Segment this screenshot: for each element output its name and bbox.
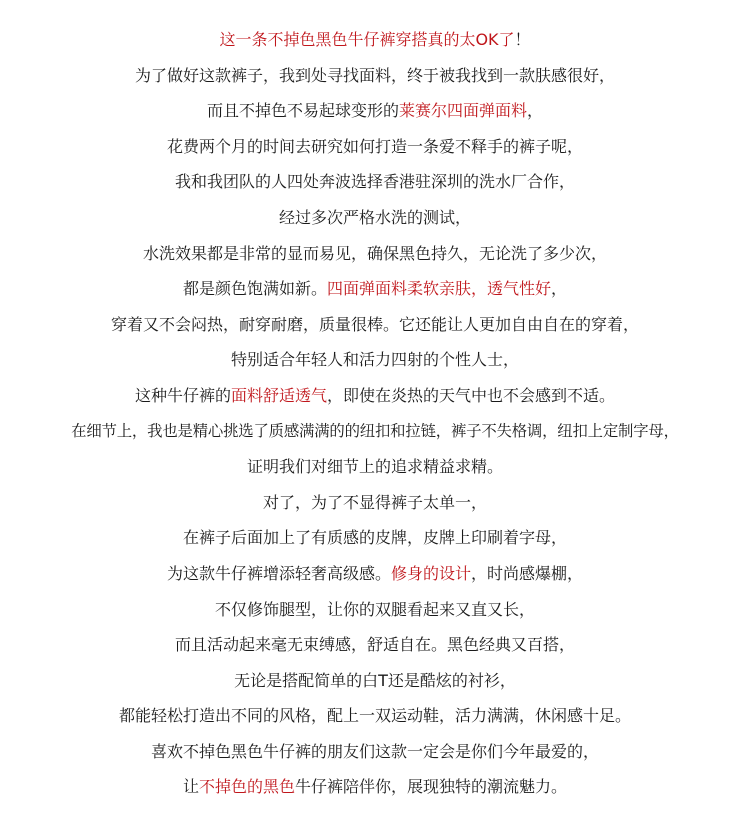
body-text: 都是颜色饱满如新。 [182, 279, 327, 299]
paragraph-line [0, 556, 750, 592]
paragraph-line [0, 449, 750, 485]
highlighted-text: 面料舒适透气 [230, 385, 327, 405]
body-text: 而且不掉色不易起球变形的 [206, 101, 399, 121]
body-text: 水洗效果都是非常的显而易见，确保黑色持久，无论洗了多少次， [142, 243, 607, 263]
highlighted-text: 这一条不掉色黑色牛仔裤穿搭真的太OK了 [219, 30, 515, 49]
paragraph-line [0, 592, 750, 628]
body-text: ， [551, 279, 568, 299]
highlighted-text: 不掉色的黑色 [198, 777, 295, 797]
paragraph-line [0, 378, 750, 414]
body-text: 让 [182, 777, 199, 797]
paragraph-line [0, 414, 750, 450]
paragraph-line [0, 698, 750, 734]
body-text: 无论是搭配简单的白T还是酷炫的衬衫， [234, 670, 516, 690]
paragraph-line [0, 520, 750, 556]
body-text: 穿着又不会闷热，耐穿耐磨，质量很棒。它还能让人更加自由自在的穿着， [110, 314, 639, 334]
paragraph-line [0, 129, 750, 165]
body-text: 在细节上，我也是精心挑选了质感满满的的纽扣和拉链，裤子不失格调，纽扣上定制字母， [71, 421, 679, 440]
body-text: 我和我团队的人四处奔波选择香港驻深圳的洗水厂合作， [174, 172, 575, 192]
headline [0, 22, 750, 58]
body-text: 经过多次严格水洗的测试， [278, 207, 471, 227]
paragraph-line [0, 200, 750, 236]
paragraph-line [0, 485, 750, 521]
body-text: 牛仔裤陪伴你，展现独特的潮流魅力。 [295, 777, 568, 797]
highlighted-text: 莱赛尔四面弹面料 [398, 101, 527, 121]
body-text: 特别适合年轻人和活力四射的个性人士， [230, 350, 519, 370]
body-text: 这种牛仔裤的 [134, 385, 231, 405]
body-text: ！ [514, 30, 531, 49]
body-text: 都能轻松打造出不同的风格，配上一双运动鞋，活力满满，休闲感十足。 [118, 706, 631, 726]
paragraph-line [0, 164, 750, 200]
body-text: 喜欢不掉色黑色牛仔裤的朋友们这款一定会是你们今年最爱的， [150, 741, 599, 761]
paragraph-line [0, 307, 750, 343]
paragraph-line [0, 58, 750, 94]
body-text: 为了做好这款裤子，我到处寻找面料，终于被我找到一款肤感很好， [134, 65, 615, 85]
paragraph-line [0, 236, 750, 272]
paragraph-line [0, 271, 750, 307]
body-text: 在裤子后面加上了有质感的皮牌，皮牌上印刷着字母， [182, 528, 567, 548]
body-text: ，时尚感爆棚， [471, 563, 584, 583]
body-text: 证明我们对细节上的追求精益求精。 [246, 457, 503, 477]
body-text: 花费两个月的时间去研究如何打造一条爱不释手的裤子呢， [166, 136, 583, 156]
paragraph-line [0, 342, 750, 378]
paragraph-line [0, 734, 750, 770]
body-text: 对了，为了不显得裤子太单一， [262, 492, 487, 512]
body-text: 不仅修饰腿型，让你的双腿看起来又直又长， [214, 599, 535, 619]
paragraph-line [0, 93, 750, 129]
body-text: ，即使在炎热的天气中也不会感到不适。 [327, 385, 616, 405]
highlighted-text: 修身的设计 [390, 563, 471, 583]
body-text: 而且活动起来毫无束缚感，舒适自在。黑色经典又百搭， [174, 635, 575, 655]
paragraph-line [0, 663, 750, 699]
highlighted-text: 四面弹面料柔软亲肤，透气性好 [326, 279, 551, 299]
paragraph-line [0, 769, 750, 805]
paragraph-line [0, 627, 750, 663]
body-text: 为这款牛仔裤增添轻奢高级感。 [166, 563, 391, 583]
body-text: ， [527, 101, 544, 121]
